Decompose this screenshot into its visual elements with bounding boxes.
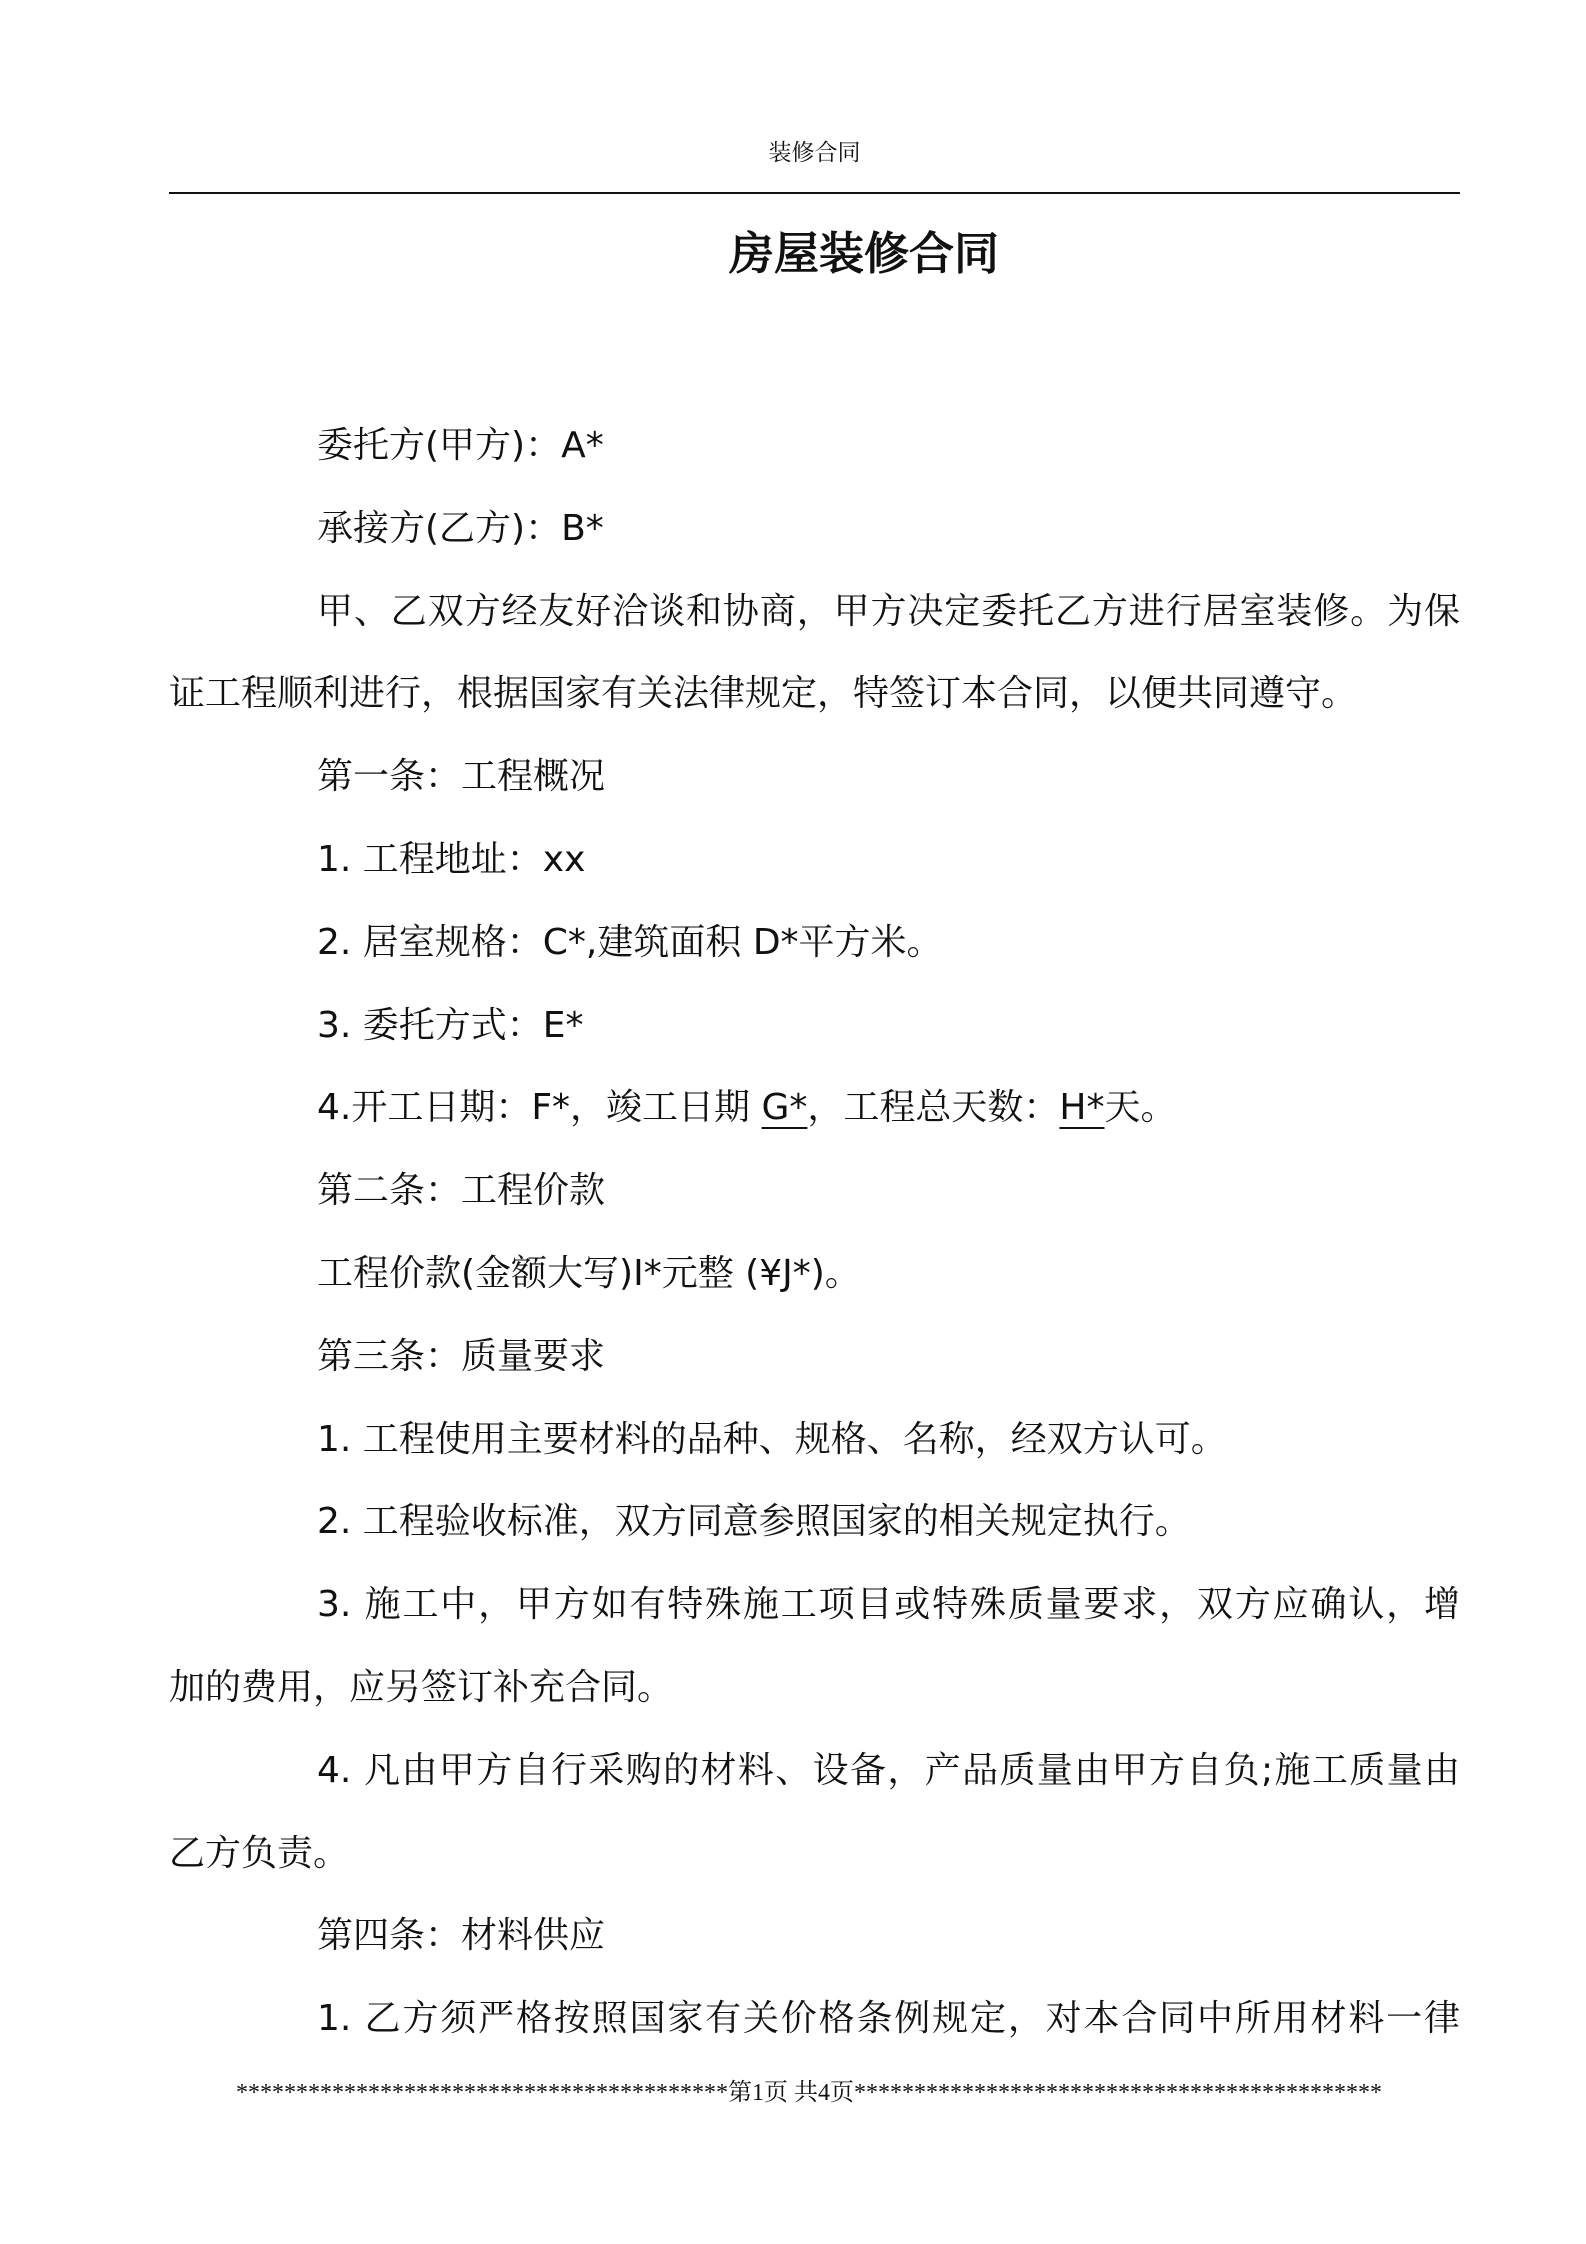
party-client: 委托方(甲方)：A* [317,425,604,466]
running-header-title: 装修合同 [768,140,861,165]
article-3-item-1: 1. 工程使用主要材料的品种、规格、名称，经双方认可。 [317,1418,1227,1460]
page-footer [236,2078,1382,2108]
footer-left-stars: ***************************************** [236,2080,728,2106]
article-3-item-3-line-1: 3. 施工中，甲方如有特殊施工项目或特殊质量要求，双方应确认，增 [317,1584,1460,1626]
article-1-item-3: 3. 委托方式：E* [317,1004,584,1046]
footer-right-stars: ******************************************** [854,2080,1382,2106]
preamble-line-2: 证工程顺利进行，根据国家有关法律规定，特签订本合同，以便共同遵守。 [169,673,1358,715]
article-4-item-1-line-1: 1. 乙方须严格按照国家有关价格条例规定，对本合同中所用材料一律 [317,1998,1460,2040]
party-contractor: 承接方(乙方)：B* [317,507,604,549]
article-1-item-2: 2. 居室规格：C*,建筑面积 D*平方米。 [317,921,943,963]
total-days-value: H* [1059,1087,1105,1129]
document-title: 房屋装修合同 [729,227,1000,280]
article-1-item-4-schedule [169,1067,1460,1150]
document-body [169,405,1460,2061]
article-3-item-4-line-1: 4. 凡由甲方自行采购的材料、设备，产品质量由甲方自负;施工质量由 [317,1749,1460,1791]
article-1-heading: 第一条：工程概况 [317,756,606,798]
article-2-price: 工程价款(金额大写)I*元整 (¥J*)。 [317,1252,861,1294]
footer-page-label: 第1页 共4页 [728,2080,854,2106]
article-1-item-1: 1. 工程地址：xx [317,838,586,880]
article-3-heading: 第三条：质量要求 [317,1335,606,1377]
header-rule [169,192,1460,194]
schedule-days-unit: 天。 [1104,1087,1177,1129]
preamble-line-1: 甲、乙双方经友好洽谈和协商，甲方决定委托乙方进行居室装修。为保 [317,590,1460,632]
schedule-duration-label: ，工程总天数： [807,1087,1060,1129]
article-4-heading: 第四条：材料供应 [317,1915,606,1957]
article-3-item-4-line-2: 乙方负责。 [169,1832,350,1874]
article-3-item-2: 2. 工程验收标准，双方同意参照国家的相关规定执行。 [317,1501,1191,1543]
schedule-start-text: 4.开工日期：F*，竣工日期 [317,1087,762,1129]
article-3-item-3-line-2: 加的费用，应另签订补充合同。 [169,1666,674,1708]
article-2-heading: 第二条：工程价款 [317,1170,606,1212]
completion-date-value: G* [761,1087,808,1129]
